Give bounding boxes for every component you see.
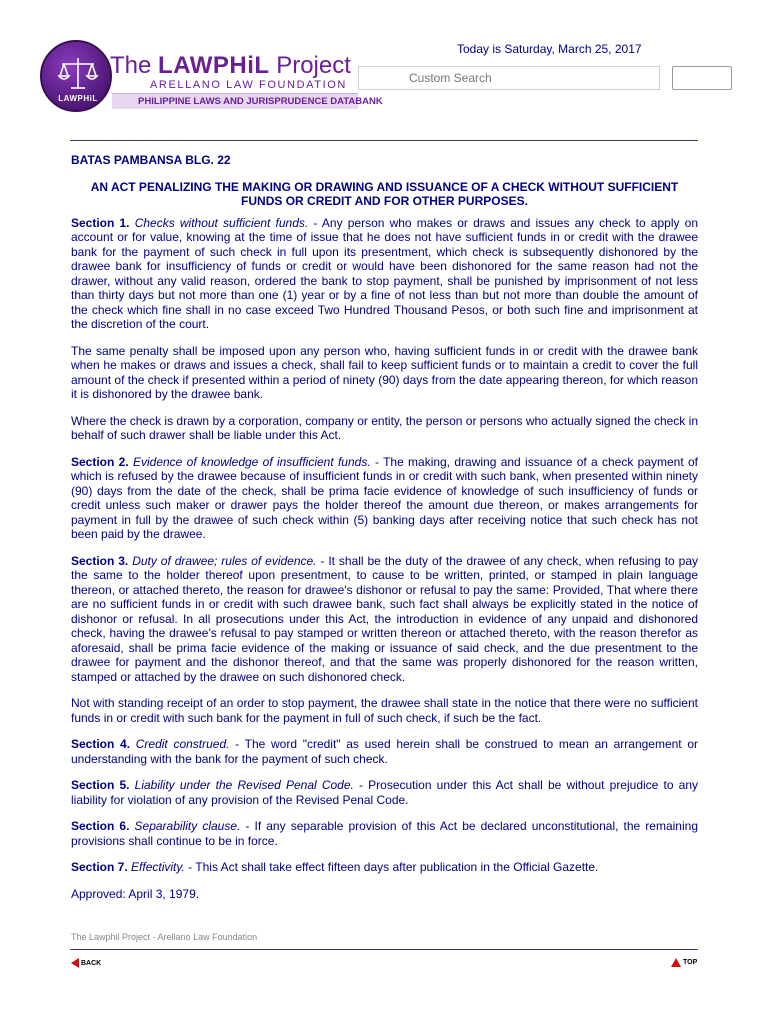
back-link[interactable]	[71, 958, 101, 968]
section-paragraph	[71, 344, 698, 402]
section-text: The same penalty shall be imposed upon any person who, having sufficient funds in or credit with the drawee bank when he makes or draws and issues a check, shall fail to keep sufficient funds or to maintain a credit to cover the full amount of the check if presented within a period of ninety (90) days from the date appearing thereon, for which reason it is dishonored by the drawee bank.	[71, 343, 698, 401]
approval-date: Approved: April 3, 1979.	[71, 886, 200, 901]
sections-container	[71, 216, 698, 875]
section-heading: Credit construed.	[135, 737, 230, 751]
footer-credit: The Lawphil Project - Arellano Law Foundation	[71, 932, 258, 942]
section-paragraph	[71, 414, 698, 443]
section-text: - It shall be the duty of the drawee of any check, when refusing to pay the same to the holder thereof upon presentment, to cause to be written, printed, or stamped in plain language thereon, or attached thereto, the reason for drawee's dishonor or refusal to pay the same: Provided, That where there are no sufficient funds in or credit with such drawee bank, such fact shall always be explicitly stated in the notice of dishonor or refusal. In all prosecutions under this Act, the introduction in evidence of any unpaid and dishonored check, having the drawee's refusal to pay stamped or written thereon or attached thereto, with the reason therefor as aforesaid, shall be prima facie evidence of the making or issuance of said check, and the due presentment to the drawee for payment and the dishonor thereof, and that the same was properly dishonored for the reason written, stamped or attached by the drawee on such dishonored check.	[71, 553, 698, 684]
document-title: AN ACT PENALIZING THE MAKING OR DRAWING AND ISSUANCE OF A CHECK WITHOUT SUFFICIENT FUNDS OR CREDIT AND FOR OTHER PURPOSES.	[90, 179, 679, 208]
site-logo[interactable]	[40, 38, 383, 114]
section-heading: Effectivity.	[131, 860, 185, 874]
logo-band: PHILIPPINE LAWS AND JURISPRUDENCE DATABANK	[112, 93, 358, 109]
footer-divider	[70, 949, 698, 950]
section-paragraph	[71, 554, 698, 685]
header-divider	[70, 140, 698, 141]
logo-emblem	[40, 40, 112, 112]
section-paragraph	[71, 696, 698, 725]
section-text: - This Act shall take effect fifteen days after publication in the Official Gazette.	[184, 860, 599, 874]
document-body	[71, 153, 698, 913]
section-text: - The word "credit" as used herein shall be construed to mean an arrangement or understanding with the bank for the payment of such check.	[71, 737, 698, 766]
back-label: BACK	[81, 959, 102, 967]
section-paragraph	[71, 216, 698, 332]
section-text: - The making, drawing and issuance of a check payment of which is refused by the drawee because of insufficient funds in or credit with such bank, when presented within ninety (90) days from the date of the check, shall be prima facie evidence of knowledge of such insufficiency of funds or credit unless such maker or drawer pays the holder thereof the amount due thereon, or makes arrangements for payment in full by the drawee of such check within (5) banking days after receiving notice that such check has not been paid by the drawee.	[71, 454, 699, 541]
search-input[interactable]	[358, 66, 660, 90]
section-text: Where the check is drawn by a corporation, company or entity, the person or persons who actually signed the check in behalf of such drawer shall be liable under this Act.	[71, 413, 698, 442]
section-paragraph	[71, 860, 698, 875]
section-heading: Duty of drawee; rules of evidence.	[132, 553, 317, 568]
logo-title: The LAWPHiL Project	[110, 52, 351, 79]
section-heading: Liability under the Revised Penal Code.	[134, 778, 354, 792]
current-date: Today is Saturday, March 25, 2017	[457, 42, 642, 56]
section-text: Not with standing receipt of an order to stop payment, the drawee shall state in the notice that there were no sufficient funds in or credit with such bank for the payment in full of such check, if such be the fact.	[71, 696, 698, 725]
search-button[interactable]	[672, 66, 732, 90]
top-link[interactable]	[671, 958, 697, 967]
section-number: Section 7.	[71, 860, 128, 874]
section-paragraph	[71, 778, 698, 807]
section-number: Section 1.	[71, 215, 130, 230]
section-text: - If any separable provision of this Act be declared unconstitutional, the remaining provisions shall continue to be in force.	[71, 819, 698, 848]
section-heading: Evidence of knowledge of insufficient funds.	[132, 454, 371, 469]
section-number: Section 5.	[71, 778, 130, 792]
logo-emblem-text: LAWPHiL	[58, 94, 98, 103]
section-number: Section 6.	[71, 819, 130, 833]
section-paragraph	[71, 819, 698, 848]
top-label: TOP	[683, 959, 698, 966]
section-number: Section 3.	[71, 553, 129, 568]
document-id: BATAS PAMBANSA BLG. 22	[71, 153, 231, 167]
section-number: Section 2.	[71, 454, 129, 469]
section-number: Section 4.	[71, 737, 131, 751]
back-arrow-icon	[71, 958, 79, 968]
section-paragraph	[71, 455, 698, 542]
section-text: - Prosecution under this Act shall be without prejudice to any liability for violation of any provision of the Revised Penal Code.	[71, 778, 698, 807]
logo-subtitle: ARELLANO LAW FOUNDATION	[150, 79, 347, 91]
section-paragraph	[71, 737, 698, 766]
section-heading: Separability clause.	[134, 819, 241, 833]
section-text: - Any person who makes or draws and issues any check to apply on account or for value, knowing at the time of issue that he does not have sufficient funds in or credit with the drawee bank for the payment of such check in full upon its presentment, which check is subsequently dishonored by the drawee bank for insufficiency of funds or credit or would have been dishonored for the same reason had not the drawer, without any valid reason, ordered the bank to stop payment, shall be punished by imprisonment of not less than thirty days but not more than one (1) year or by a fine of not less than but not more than double the amount of the check which fine shall in no case exceed Two Hundred Thousand Pesos, or both such fine and imprisonment at the discretion of the court.	[71, 215, 698, 331]
up-arrow-icon	[671, 958, 681, 967]
scales-of-justice-icon	[56, 54, 100, 94]
section-heading: Checks without sufficient funds.	[134, 215, 309, 230]
